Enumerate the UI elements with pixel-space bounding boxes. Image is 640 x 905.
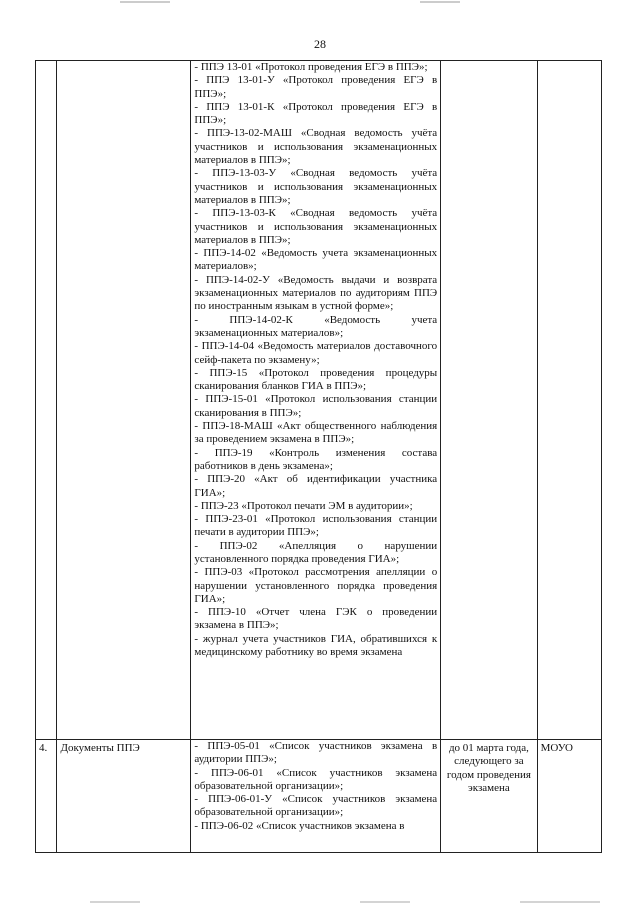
list-item: - ППЭ-06-01-У «Список участников экзамена образовательной организации»; (194, 793, 438, 819)
cell-number (36, 61, 57, 740)
list-item: - ППЭ-06-01 «Список участников экзамена образовательной организации»; (194, 766, 438, 792)
cell-deadline (441, 61, 537, 740)
cell-responsible (537, 61, 601, 740)
list-item: - ППЭ 13-01-У «Протокол проведения ЕГЭ в ППЭ»; (194, 74, 438, 100)
list-item: - ППЭ-13-03-К «Сводная ведомость учёта участников и использования экзаменационных материалов в ППЭ»; (194, 207, 438, 246)
list-item: - ППЭ-14-02-У «Ведомость выдачи и возврата экзаменационных материалов по аудиториям ППЭ по иностранным языкам в устной форме»; (194, 273, 438, 313)
list-item: - ППЭ-05-01 «Список участников экзамена в аудитории ППЭ»; (194, 740, 438, 766)
list-item: - ППЭ-15-01 «Протокол использования станции сканирования в ППЭ»; (194, 393, 438, 419)
list-item: - ППЭ-02 «Апелляция о нарушении установленного порядка проведения ГИА»; (194, 539, 438, 565)
cell-responsible: МОУО (537, 740, 601, 853)
list-item: - ППЭ-20 «Акт об идентификации участника ГИА»; (194, 473, 438, 499)
list-item: - ППЭ 13-01 «Протокол проведения ЕГЭ в ППЭ»; (194, 61, 428, 73)
list-item: - журнал учета участников ГИА, обратившихся к медицинскому работнику во время экзамена (194, 632, 438, 659)
documents-table (35, 60, 602, 853)
list-item: - ППЭ-23 «Протокол печати ЭМ в аудитории»; (194, 499, 413, 512)
list-item: - ППЭ-15 «Протокол проведения процедуры сканирования бланков ГИА в ППЭ»; (194, 366, 438, 393)
cell-documents-list (191, 61, 441, 740)
list-item: - ППЭ-14-02-К «Ведомость учета экзаменационных материалов»; (194, 313, 438, 339)
list-item: - ППЭ-10 «Отчет члена ГЭК о проведении экзамена в ППЭ»; (194, 606, 438, 632)
table-row (36, 740, 602, 853)
page-number: 28 (314, 37, 326, 51)
list-item: - ППЭ-14-02 «Ведомость учета экзаменационных материалов»; (194, 247, 438, 273)
list-item: - ППЭ-18-МАШ «Акт общественного наблюдения за проведением экзамена в ППЭ»; (194, 420, 438, 446)
list-item: - ППЭ-23-01 «Протокол использования станции печати в аудитории ППЭ»; (194, 513, 438, 539)
cell-deadline: до 01 марта года, следующего за годом проведения экзамена (441, 740, 537, 853)
cell-number: 4. (36, 740, 57, 853)
table-row (36, 61, 602, 740)
cell-documents-list (191, 740, 441, 853)
list-item: - ППЭ-03 «Протокол рассмотрения апелляции о нарушении установленного порядка проведения ГИА»; (194, 566, 438, 605)
cell-title (57, 61, 191, 740)
list-item: - ППЭ-19 «Контроль изменения состава работников в день экзамена»; (194, 446, 438, 472)
list-item: - ППЭ-06-02 «Список участников экзамена в (194, 819, 405, 832)
list-item: - ППЭ 13-01-К «Протокол проведения ЕГЭ в ППЭ»; (194, 100, 438, 127)
list-item: - ППЭ-13-03-У «Сводная ведомость учёта участников и использования экзаменационных материалов в ППЭ»; (194, 167, 438, 206)
cell-title: Документы ППЭ (57, 740, 191, 853)
list-item: - ППЭ-14-04 «Ведомость материалов доставочного сейф-пакета по экзамену»; (194, 340, 438, 366)
list-item: - ППЭ-13-02-МАШ «Сводная ведомость учёта участников и использования экзаменационных материалов в ППЭ»; (194, 127, 438, 167)
